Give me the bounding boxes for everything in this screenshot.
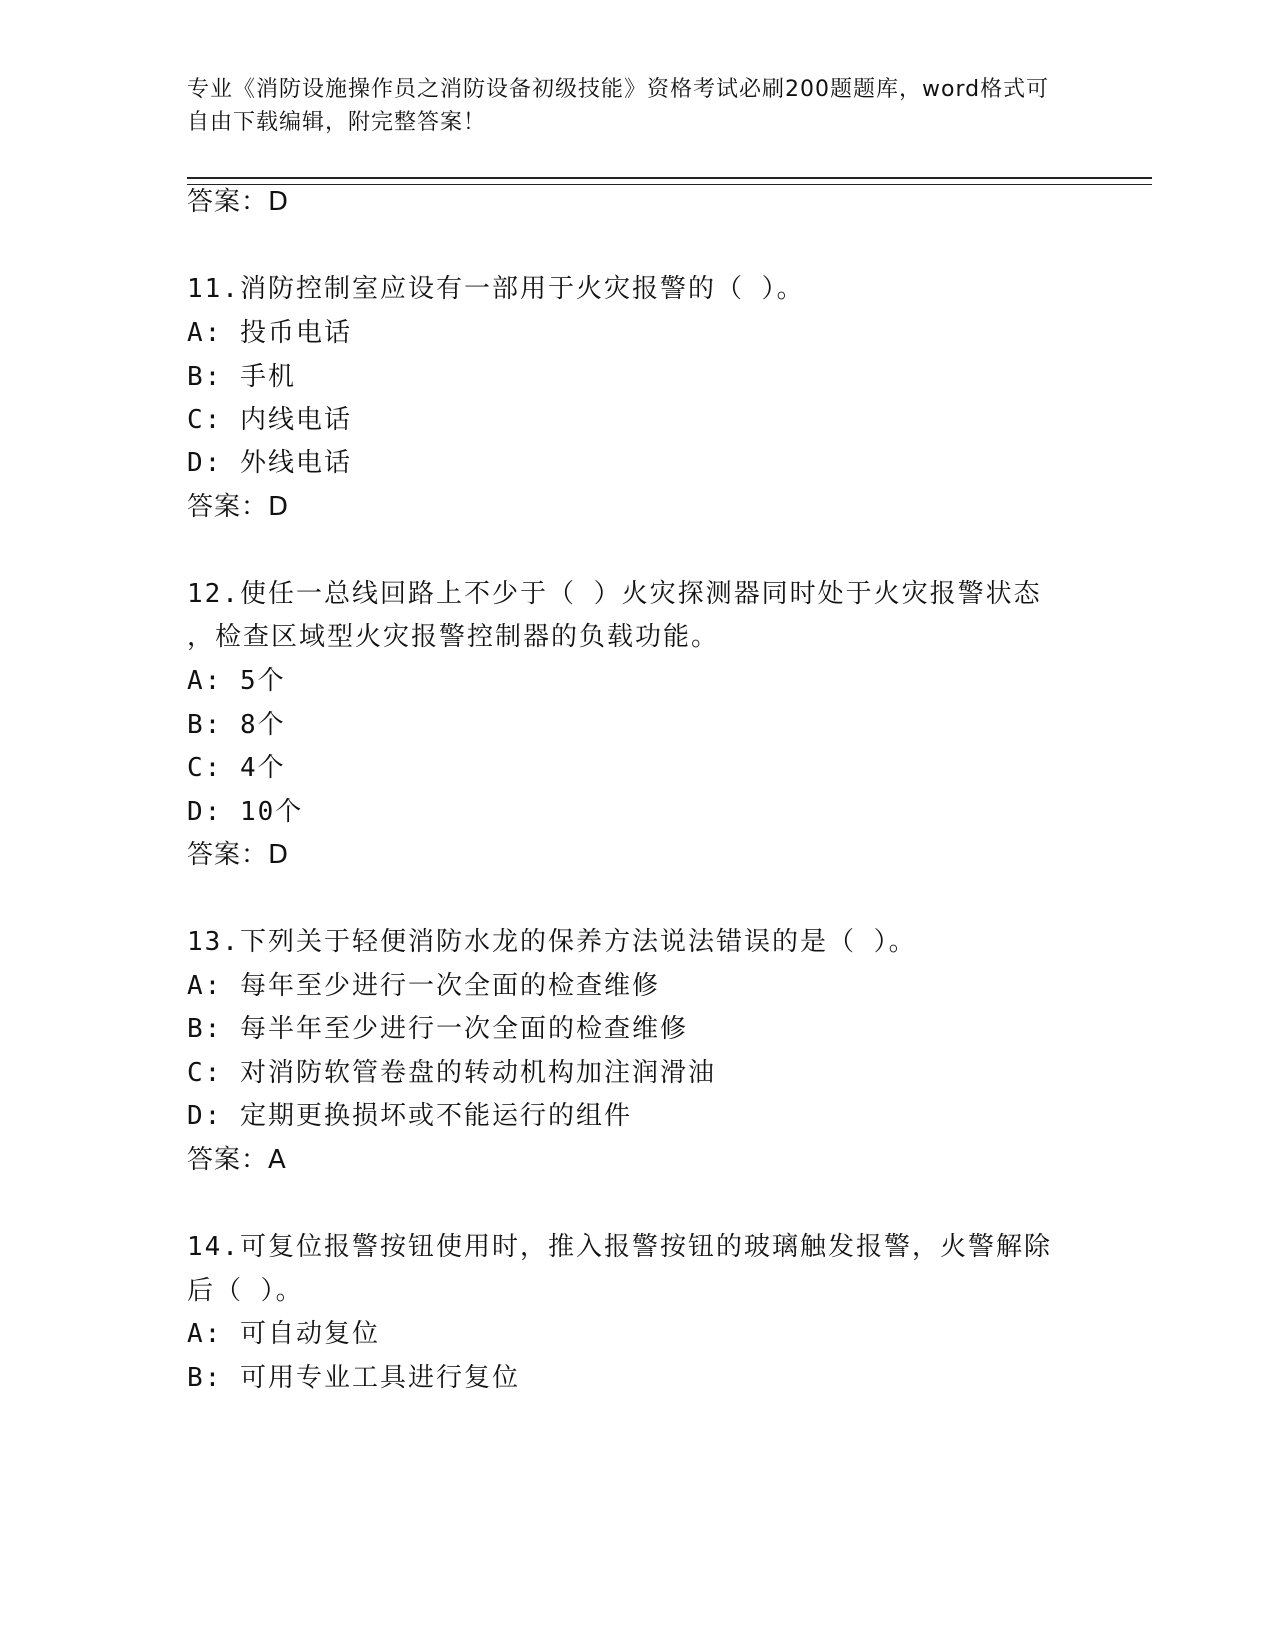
question-14-stem-line1: 14.可复位报警按钮使用时，推入报警按钮的玻璃触发报警，火警解除 [187,1232,1052,1262]
question-14-option-b: B: 可用专业工具进行复位 [187,1363,520,1393]
question-12-stem-line1: 12.使任一总线回路上不少于（ ）火灾探测器同时处于火灾报警状态 [187,579,1042,609]
question-14-option-a: A: 可自动复位 [187,1319,380,1349]
question-12-option-c: C: 4个 [187,753,286,783]
answer-line: 答案：D [187,187,290,217]
question-13-option-a: A: 每年至少进行一次全面的检查维修 [187,971,660,1001]
question-12-option-a: A: 5个 [187,666,286,696]
document-header: 专业《消防设施操作员之消防设备初级技能》资格考试必刷200题题库，word格式可自由下载编辑，附完整答案！ [187,77,1050,135]
question-13-answer: 答案：A [187,1145,287,1175]
question-11-option-b: B: 手机 [187,362,296,392]
question-11-answer: 答案：D [187,492,290,522]
question-12-option-b: B: 8个 [187,710,286,740]
question-13-option-c: C: 对消防软管卷盘的转动机构加注润滑油 [187,1058,716,1088]
question-12-answer: 答案：D [187,840,290,870]
question-13-stem: 13.下列关于轻便消防水龙的保养方法说法错误的是（ ）。 [187,927,917,957]
question-11-option-d: D: 外线电话 [187,448,352,478]
question-14-stem-line2: 后（ ）。 [187,1276,304,1306]
question-13-option-b: B: 每半年至少进行一次全面的检查维修 [187,1014,688,1044]
question-13-option-d: D: 定期更换损坏或不能运行的组件 [187,1101,632,1131]
question-12-option-d: D: 10个 [187,797,304,827]
question-12-stem-line2: ，检查区域型火灾报警控制器的负载功能。 [187,622,720,652]
question-11-option-c: C: 内线电话 [187,405,352,435]
question-11-stem: 11.消防控制室应设有一部用于火灾报警的（ ）。 [187,274,805,304]
question-11-option-a: A: 投币电话 [187,318,352,348]
header-divider [187,177,1152,185]
